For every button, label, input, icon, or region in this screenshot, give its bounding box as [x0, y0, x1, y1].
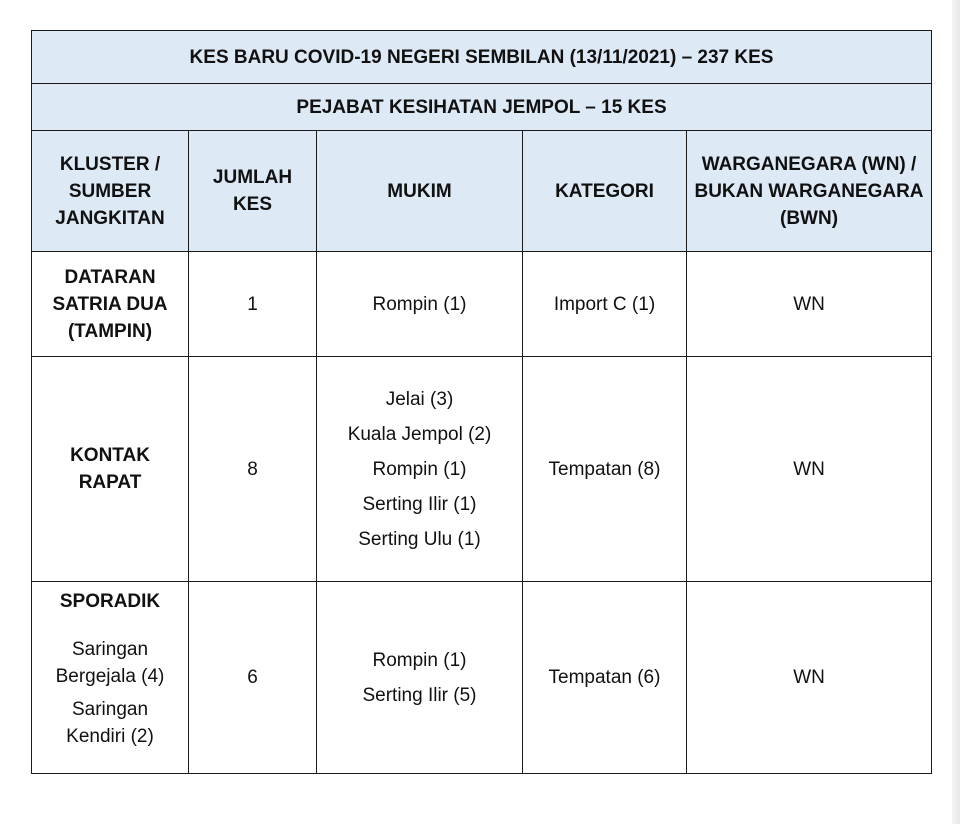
table-subtitle: PEJABAT KESIHATAN JEMPOL – 15 KES	[32, 84, 932, 131]
covid-cases-table	[31, 30, 932, 774]
header-mukim: MUKIM	[317, 131, 523, 252]
mukim-item: Serting Ulu (1)	[358, 528, 481, 550]
mukim-item: Serting Ilir (5)	[362, 684, 477, 706]
cell-kategori: Tempatan (8)	[523, 357, 687, 582]
cell-kluster: KONTAK RAPAT	[32, 357, 189, 582]
mukim-item: Rompin (1)	[372, 458, 467, 480]
table-title: KES BARU COVID-19 NEGERI SEMBILAN (13/11/2021) – 237 KES	[32, 31, 932, 84]
cell-jumlah-kes: 6	[189, 582, 317, 774]
cell-kategori: Tempatan (6)	[523, 582, 687, 774]
kluster-item: Saringan Bergejala (4)	[55, 639, 165, 687]
header-warganegara: WARGANEGARA (WN) / BUKAN WARGANEGARA (BWN)	[687, 131, 932, 252]
cell-jumlah-kes: 1	[189, 252, 317, 357]
cell-mukim	[317, 252, 523, 357]
cell-kluster: DATARAN SATRIA DUA (TAMPIN)	[32, 252, 189, 357]
table-row	[32, 582, 932, 774]
mukim-item: Jelai (3)	[385, 388, 454, 410]
cell-mukim	[317, 582, 523, 774]
header-jumlah-kes: JUMLAH KES	[189, 131, 317, 252]
cell-warganegara: WN	[687, 252, 932, 357]
mukim-item: Rompin (1)	[372, 649, 467, 671]
table-row	[32, 252, 932, 357]
cell-warganegara: WN	[687, 357, 932, 582]
cell-kategori: Import C (1)	[523, 252, 687, 357]
mukim-item: Serting Ilir (1)	[362, 493, 477, 515]
mukim-item: Rompin (1)	[372, 293, 467, 315]
kluster-title: SPORADIK	[59, 591, 161, 612]
kluster-item: Saringan Kendiri (2)	[66, 699, 154, 747]
header-kluster: KLUSTER / SUMBER JANGKITAN	[32, 131, 189, 252]
header-kategori: KATEGORI	[523, 131, 687, 252]
mukim-item: Kuala Jempol (2)	[347, 423, 492, 445]
cell-mukim	[317, 357, 523, 582]
cell-warganegara: WN	[687, 582, 932, 774]
table-row	[32, 357, 932, 582]
page-edge	[952, 0, 960, 824]
cell-kluster	[32, 582, 189, 774]
cell-jumlah-kes: 8	[189, 357, 317, 582]
